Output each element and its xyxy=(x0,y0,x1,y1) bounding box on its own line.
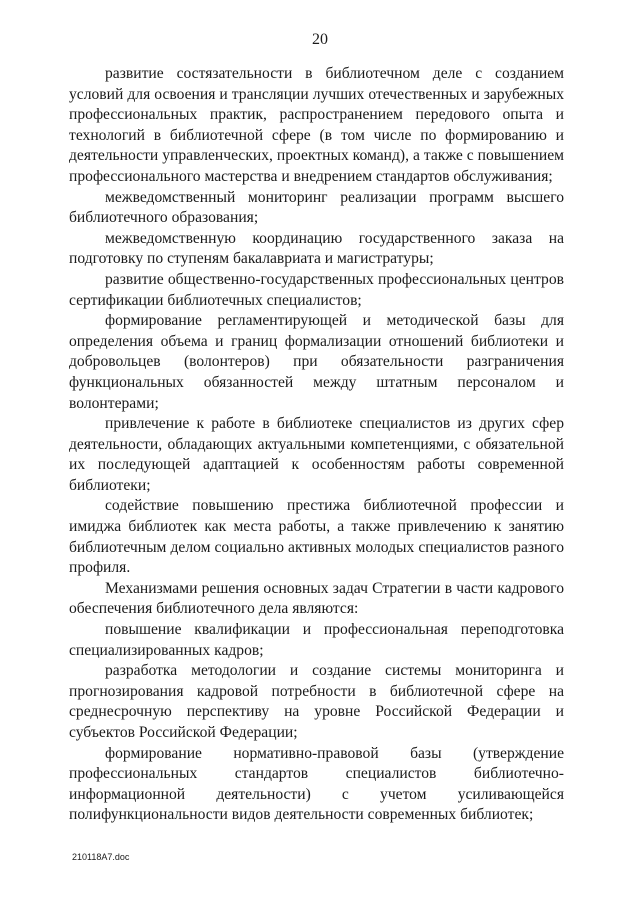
paragraph: разработка методологии и создание системы мониторинга и прогнозирования кадровой потребности в библиотечной сфере на среднесрочную перспективу на уровне Российской Федерации и субъектов Российской Федерации; xyxy=(69,662,564,741)
paragraph: Механизмами решения основных задач Стратегии в части кадрового обеспечения библиотечного дела являются: xyxy=(69,579,564,618)
paragraph: содействие повышению престижа библиотечной профессии и имиджа библиотек как места работы, а также привлечению к занятию библиотечным делом социально активных молодых специалистов разного профиля. xyxy=(69,497,564,577)
paragraph: формирование нормативно-правовой базы (утверждение профессиональных стандартов специалистов библиотечно-информационной деятельности) с учетом усиливающейся полифункциональности видов деятельности современных библиотек; xyxy=(69,744,564,824)
page-number: 20 xyxy=(312,31,328,48)
document-body xyxy=(69,64,564,826)
footer-filename: 210118A7.doc xyxy=(72,852,130,862)
paragraph: развитие состязательности в библиотечном деле с созданием условий для освоения и трансляции лучших отечественных и зарубежных профессиональных практик, распространением передового опыта и технологий в библиотечной сфере (в том числе по формированию и деятельности управленческих, проектных команд), а также с повышением профессионального мастерства и внедрением стандартов обслуживания; xyxy=(69,65,564,185)
paragraph: развитие общественно-государственных профессиональных центров сертификации библиотечных специалистов; xyxy=(69,270,564,309)
paragraph: привлечение к работе в библиотеке специалистов из других сфер деятельности, обладающих актуальными компетенциями, с обязательной их последующей адаптацией к особенностям работы современной библиотеки; xyxy=(69,415,564,494)
paragraph: межведомственный мониторинг реализации программ высшего библиотечного образования; xyxy=(69,188,564,227)
paragraph: повышение квалификации и профессиональная переподготовка специализированных кадров; xyxy=(69,621,564,659)
paragraph: формирование регламентирующей и методической базы для определения объема и границ формализации отношений библиотеки и добровольцев (волонтеров) при обязательности разграничения функциональных обязанностей между штатным персоналом и волонтерами; xyxy=(69,312,564,412)
paragraph: межведомственную координацию государственного заказа на подготовку по ступеням бакалавриата и магистратуры; xyxy=(69,229,564,268)
